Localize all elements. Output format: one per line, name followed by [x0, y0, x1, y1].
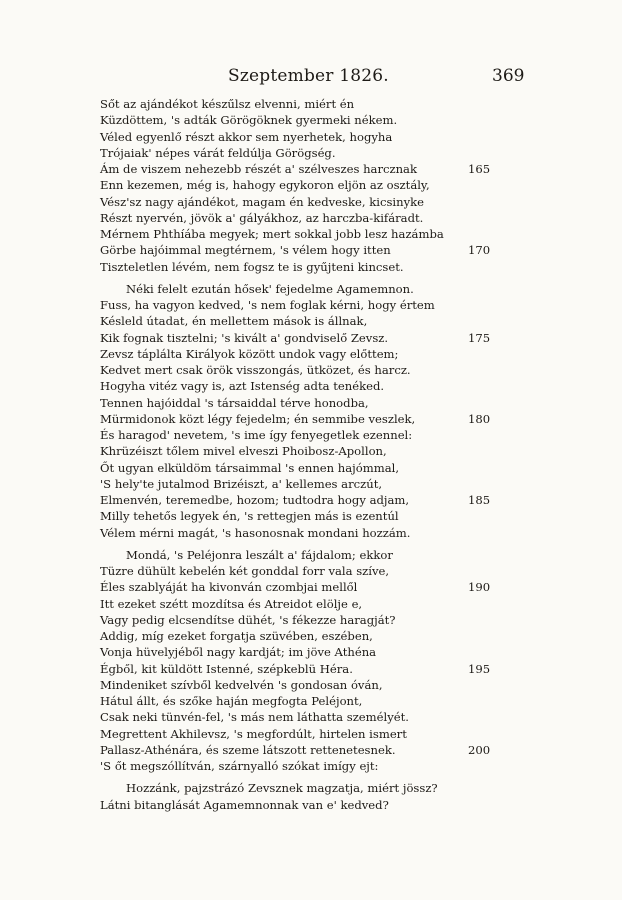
verse-text: Vész'sz nagy ajándékot, magam én kedveske, kicsinyke [100, 194, 425, 209]
verse-text: Mürmidonok közt légy fejedelm; én semmibe veszlek, [100, 411, 416, 426]
verse-text: Látni bitanglását Agamemnonnak van e' kedved? [100, 797, 389, 812]
verse-line [100, 378, 520, 394]
verse-text: Kik fognak tisztelni; 's kivált a' gondviselő Zevsz. [100, 330, 389, 345]
verse-line [100, 297, 520, 313]
verse-text: Késleld útadat, én mellettem mások is állnak, [100, 314, 368, 329]
verse-text: Addig, míg ezeket forgatja szüvében, eszében, [100, 629, 373, 643]
verse-text: Zevsz táplálta Királyok között undok vagy előttem; [100, 346, 399, 361]
line-number: 175 [468, 330, 491, 345]
verse-line [100, 476, 520, 492]
verse-text: Sőt az ajándékot készűlsz elvenni, miért én [100, 97, 355, 111]
verse-line [100, 145, 520, 161]
verse-line [100, 210, 520, 226]
verse-line [100, 129, 520, 145]
verse-text: Véled egyenlő részt akkor sem nyerhetek, hogyha [100, 129, 393, 144]
verse-line [100, 362, 520, 378]
verse-line [100, 563, 520, 579]
verse-line [100, 259, 520, 275]
verse-line [100, 596, 520, 612]
verse-line [100, 547, 520, 563]
verse-text: Vagy pedig elcsendítse dühét, 's fékezze haragját? [100, 612, 396, 627]
line-number: 170 [468, 243, 491, 258]
verse-text: Csak neki tünvén-fel, 's más nem láthatta személyét. [100, 710, 409, 725]
verse-text: Hogyha vitéz vagy is, azt Istenség adta tenéked. [100, 379, 385, 394]
verse-line [100, 661, 520, 677]
verse-text: 'S hely'te jutalmod Brizéiszt, a' kellemes arczút, [100, 476, 383, 491]
verse-text: Tüzre dühült kebelén két gonddal forr vala szíve, [100, 564, 390, 578]
verse-line [100, 492, 520, 508]
verse-line [100, 797, 520, 813]
verse-text: Megrettent Akhilevsz, 's megfordúlt, hirtelen ismert [100, 726, 407, 741]
verse-line [100, 460, 520, 476]
verse-line [100, 726, 520, 742]
verse-line [100, 112, 520, 128]
verse-text: Éles szablyáját ha kivonván czombjai mellől [100, 580, 358, 595]
verse-text: Milly tehetős legyek én, 's rettegjen más is ezentúl [100, 509, 399, 524]
verse-text: Vonja hüvelyjéből nagy kardját; im jöve Athéna [100, 645, 377, 660]
verse-line [100, 742, 520, 758]
verse-line [100, 758, 520, 774]
verse-line [100, 281, 520, 297]
verse-line [100, 177, 520, 193]
verse-text: Őt ugyan elküldöm társaimmal 's ennen hajómmal, [100, 460, 400, 475]
verse-line [100, 525, 520, 541]
verse-line [100, 579, 520, 595]
verse-line [100, 443, 520, 459]
verse-line [100, 330, 520, 346]
verse-text: Részt nyervén, jövök a' gályákhoz, az harczba-kifáradt. [100, 210, 424, 225]
verse-text: 'S őt megszóllítván, szárnyalló szókat imígy ejt: [100, 759, 379, 773]
verse-line [100, 96, 520, 112]
verse-text: Kedvet mert csak örök visszongás, ütközet, és harcz. [100, 363, 411, 377]
page-header [0, 66, 622, 88]
verse-line [100, 226, 520, 242]
verse-text: Khrüzéiszt tőlem mivel elveszi Phoibosz-Apollon, [100, 444, 387, 459]
verse-line [100, 780, 520, 796]
verse-line [100, 427, 520, 443]
verse-text: És haragod' nevetem, 's ime így fenyegetlek ezennel: [100, 428, 413, 442]
page-number: 369 [492, 66, 525, 86]
verse-line [100, 644, 520, 660]
verse-line [100, 313, 520, 329]
verse-line [100, 395, 520, 411]
verse-text: Trójaiak' népes várát feldúlja Görögség. [100, 145, 336, 160]
line-number: 200 [468, 742, 491, 757]
verse-text: Elmenvén, teremedbe, hozom; tudtodra hogy adjam, [100, 493, 410, 507]
verse-text: Tennen hajóiddal 's társaiddal térve honodba, [100, 395, 369, 410]
verse-text: Vélem mérni magát, 's hasonosnak mondani hozzám. [100, 525, 411, 540]
line-number: 190 [468, 580, 491, 595]
line-number: 165 [468, 162, 491, 176]
verse-text: Hátul állt, és szőke haján megfogta Peléjont, [100, 694, 363, 708]
verse-text: Égből, kit küldött Istenné, szépkeblü Héra. [100, 661, 353, 676]
verse-text: Néki felelt ezután hősek' fejedelme Agamemnon. [126, 281, 414, 296]
verse-text: Tiszteletlen lévém, nem fogsz te is gyűjteni kincset. [100, 259, 404, 274]
line-number: 195 [468, 661, 491, 676]
verse-line [100, 194, 520, 210]
verse-text: Mérnem Phthíába megyek; mert sokkal jobb lesz hazámba [100, 227, 444, 241]
verse-line [100, 693, 520, 709]
verse-text: Küzdöttem, 's adták Görögöknek gyermeki nékem. [100, 113, 398, 128]
verse-line [100, 242, 520, 258]
verse-text: Mindeniket szívből kedvelvén 's gondosan óván, [100, 677, 383, 692]
verse-line [100, 161, 520, 177]
line-number: 185 [468, 493, 491, 507]
verse-line [100, 709, 520, 725]
verse-text: Pallasz-Athénára, és szeme látszott rettenetesnek. [100, 742, 396, 757]
verse-text: Görbe hajóimmal megtérnem, 's vélem hogy itten [100, 243, 391, 258]
verse-line [100, 677, 520, 693]
line-number: 180 [468, 411, 491, 426]
verse-line [100, 411, 520, 427]
verse-line [100, 346, 520, 362]
verse-text: Enn kezemen, még is, hahogy egykoron eljön az osztály, [100, 178, 430, 193]
verse-line [100, 612, 520, 628]
poem-text [100, 96, 520, 813]
verse-line [100, 628, 520, 644]
verse-line [100, 508, 520, 524]
verse-text: Itt ezeket szétt mozdítsa és Atreidot elölje e, [100, 596, 363, 611]
verse-text: Ám de viszem nehezebb részét a' szélveszes harcznak [100, 162, 417, 176]
verse-text: Fuss, ha vagyon kedved, 's nem foglak kérni, hogy értem [100, 298, 435, 312]
verse-text: Mondá, 's Peléjonra leszált a' fájdalom; ekkor [126, 547, 393, 562]
running-title: Szeptember 1826. [228, 66, 389, 86]
verse-text: Hozzánk, pajzstrázó Zevsznek magzatja, miért jössz? [126, 781, 438, 796]
